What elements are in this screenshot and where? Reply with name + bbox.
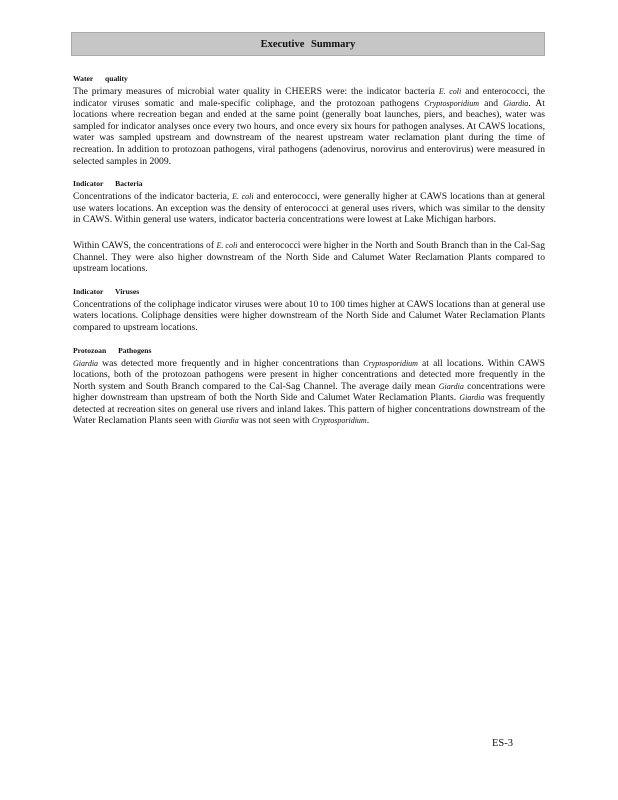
text-run: The primary measures of microbial water quality in CHEERS were: the indicator bacteria bbox=[73, 86, 439, 97]
text-run: . At locations where recreation began and ended at the same point (generally boat launches, piers, and beaches), water was sampled for indicator analyses once every two hours, and once every six hours for pathogen analyses. At CAWS locations, water was sampled upstream and downstream of the nearest upstream water reclamation plant during the time of recreation. In addition to protozoan pathogens, viral pathogens (adenovirus, norovirus and enterovirus) were measured in selected samples in 2009. bbox=[73, 97, 545, 167]
italic-term: Giardia bbox=[213, 416, 239, 426]
italic-term: Giardia bbox=[73, 358, 99, 368]
text-run: . bbox=[366, 415, 370, 427]
italic-term: Giardia bbox=[438, 381, 464, 391]
header-bar bbox=[71, 32, 545, 56]
text-run: was frequently detected at recreation sites on general use rivers and inland lakes. This pattern of higher concentrations downstream of the Water Reclamation Plants seen with bbox=[73, 392, 545, 427]
italic-term: Giardia bbox=[459, 393, 485, 403]
italic-term: Giardia bbox=[503, 98, 529, 108]
section-heading: Indicator Bacteria bbox=[73, 179, 143, 189]
italic-term: E. coli bbox=[438, 87, 462, 96]
text-run: and enterococci were higher in the North and South Branch than in the Cal-Sag Channel. They were also higher downstream of the North Side and Calumet Water Reclamation Plants compared to upstream locations. bbox=[73, 239, 545, 275]
text-run: and enterococci, were generally higher at CAWS locations than at general use waters locations. An exception was the density of enterococci at general uses rivers, which was similar to the density in CAWS. Within general use waters, indicator bacteria concentrations were lowest at Lake Michigan harbors. bbox=[73, 191, 545, 226]
section-heading: Protozoan Pathogens bbox=[73, 345, 152, 355]
section-heading: Indicator Viruses bbox=[73, 286, 140, 296]
text-run: at all locations. Within CAWS locations, both of the protozoan pathogens were present in higher concentrations and detected more frequently in the North system and South Branch compared to the Cal-Sag Channel. The average daily mean bbox=[73, 357, 546, 392]
italic-term: Cryptosporidium bbox=[424, 98, 479, 108]
text-run: Concentrations of the coliphage indicator viruses were about 10 to 100 times higher at CAWS locations than at general use waters locations. Coliphage densities were higher downstream of the North Side and Calumet Water Reclamation Plants compared to upstream locations. bbox=[73, 298, 545, 333]
section-heading: Water quality bbox=[73, 74, 128, 83]
section bbox=[73, 179, 545, 275]
paragraph bbox=[73, 86, 545, 167]
text-run: was detected more frequently and in higher concentrations than bbox=[98, 357, 364, 369]
italic-term: Cryptosporidium bbox=[363, 358, 418, 368]
paragraph bbox=[73, 191, 545, 226]
text-run: concentrations were higher downstream than upstream of both the North Side and Calumet Water Reclamation Plants. bbox=[73, 380, 545, 404]
text-run: Within CAWS, the concentrations of bbox=[73, 239, 217, 251]
text-run: was not seen with bbox=[238, 415, 313, 427]
text-run: Concentrations of the indicator bacteria, bbox=[73, 191, 233, 203]
document-body bbox=[73, 74, 545, 439]
italic-term: E. coli bbox=[216, 240, 238, 250]
page-number: ES-3 bbox=[492, 738, 513, 749]
italic-term: Cryptosporidium bbox=[312, 416, 367, 426]
paragraph bbox=[73, 299, 545, 334]
page-title: Executive Summary bbox=[260, 38, 356, 50]
section bbox=[73, 287, 545, 334]
paragraph bbox=[73, 240, 545, 275]
section bbox=[73, 346, 545, 428]
section bbox=[73, 74, 545, 167]
text-run: and enterococci, the indicator viruses somatic and male-specific coliphage, and the protozoan pathogens bbox=[73, 86, 546, 109]
text-run: and bbox=[478, 97, 504, 109]
italic-term: E. coli bbox=[232, 192, 254, 202]
paragraph bbox=[73, 358, 545, 428]
